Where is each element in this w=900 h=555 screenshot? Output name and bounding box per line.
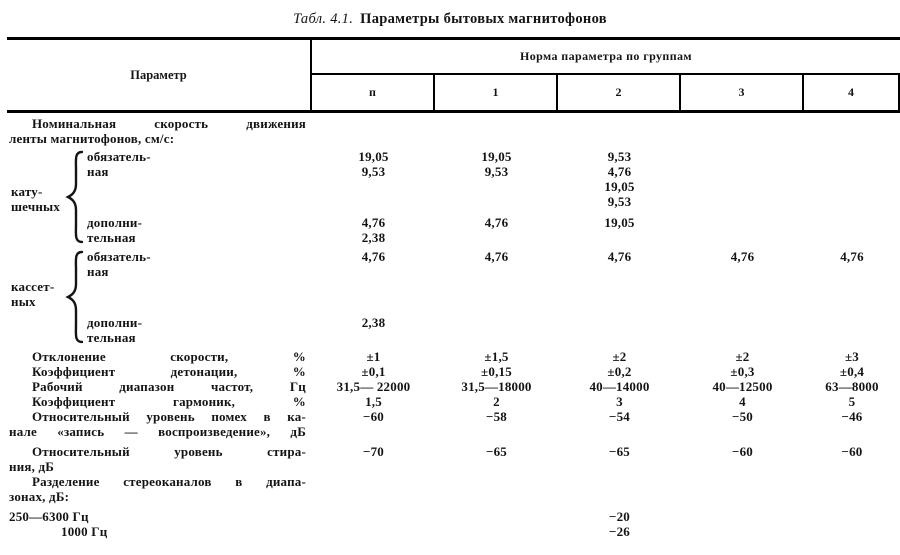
reel-sub-labels	[87, 149, 312, 245]
cell: 9,53	[607, 194, 632, 209]
cell: −60	[841, 444, 863, 459]
sub-label-empty	[87, 279, 312, 294]
cell: 4,76	[607, 164, 632, 179]
col-header-3: 3	[681, 75, 804, 110]
reel-group-label	[7, 149, 312, 245]
table-number: Табл. 4.1.	[293, 11, 354, 27]
reel-word-line2: шечных	[11, 199, 61, 214]
table-row	[7, 379, 900, 394]
cell: 19,05	[358, 149, 389, 164]
cassette-group-block	[7, 249, 900, 345]
cell: ±1	[366, 349, 381, 364]
reel-word-line1: кату-	[11, 184, 43, 199]
cell: ±0,15	[481, 364, 512, 379]
cell	[312, 279, 435, 294]
cell: −20	[608, 509, 630, 524]
cell: ±2	[612, 349, 627, 364]
speed-intro-line1: Номинальная скорость движения	[32, 116, 306, 131]
group-columns	[312, 73, 900, 110]
table-row	[7, 116, 900, 146]
col-header-4: 4	[804, 75, 900, 110]
row-label	[7, 364, 312, 379]
cell: 31,5—18000	[461, 379, 532, 394]
cell: ±0,3	[730, 364, 755, 379]
table-row	[7, 364, 900, 379]
sub-label: обязатель-	[87, 249, 151, 264]
param-label: Отклонение скорости, %	[32, 349, 306, 364]
sub-label-empty	[87, 194, 312, 209]
cassette-values-col-p	[312, 249, 435, 345]
param-label: Относительный уровень помех в ка-	[32, 409, 306, 424]
page-title	[0, 0, 900, 28]
cell	[312, 474, 435, 489]
param-label: Коэффициент гармоник, %	[32, 394, 306, 409]
cell: −60	[362, 409, 384, 424]
cell: 63—8000	[825, 379, 879, 394]
cell	[435, 524, 558, 539]
curly-brace-icon	[63, 150, 85, 244]
cell: 19,05	[604, 179, 635, 194]
col-header-p: п	[312, 75, 435, 110]
cell: 4,76	[730, 249, 755, 264]
cell: 2,38	[361, 230, 386, 245]
cell: 2,38	[361, 315, 386, 330]
cell: 4	[739, 394, 746, 409]
table-row	[7, 349, 900, 364]
sub-label-empty	[87, 179, 312, 194]
cell	[435, 230, 558, 245]
cell	[804, 509, 900, 524]
sub-label: ная	[87, 264, 109, 279]
cassette-group-word	[11, 279, 54, 309]
cell: 9,53	[607, 149, 632, 164]
cell	[804, 474, 900, 489]
cell	[804, 524, 900, 539]
row-label	[7, 379, 312, 394]
cassette-group-label	[7, 249, 312, 345]
row-label	[7, 474, 312, 504]
cell: ±2	[735, 349, 750, 364]
sub-label: дополни-	[87, 215, 143, 230]
cell: 4,76	[484, 215, 509, 230]
speed-intro-line2: ленты магнитофонов, см/с:	[9, 131, 175, 146]
cell	[435, 474, 558, 489]
table-row	[7, 509, 900, 524]
cell: −60	[731, 444, 753, 459]
cell: 4,76	[484, 249, 509, 264]
table-header	[7, 37, 900, 113]
sub-label: тельная	[87, 330, 136, 345]
param-label: Коэффициент детонации, %	[32, 364, 306, 379]
cell	[435, 194, 558, 209]
table-row	[7, 444, 900, 474]
param-label: 1000 Гц	[61, 524, 108, 539]
cell: −65	[485, 444, 507, 459]
cell: 1,5	[365, 394, 382, 409]
table-row	[7, 394, 900, 409]
cassette-values-col-1	[435, 249, 558, 264]
cell: −65	[608, 444, 630, 459]
groups-header	[312, 40, 900, 110]
cell: −26	[608, 524, 630, 539]
cell	[681, 509, 804, 524]
cell	[558, 230, 681, 245]
reel-group-word	[11, 184, 60, 214]
cell: −54	[608, 409, 630, 424]
group-header-title: Норма параметра по группам	[519, 49, 692, 63]
cell: 5	[848, 394, 856, 409]
parameters-table	[7, 37, 900, 539]
row-label	[7, 444, 312, 474]
cell: 2	[493, 394, 500, 409]
table-row	[7, 524, 900, 539]
table-row	[7, 409, 900, 439]
row-label	[7, 409, 312, 439]
param-label: зонах, дБ:	[9, 489, 70, 504]
table-title: Параметры бытовых магнитофонов	[360, 11, 607, 27]
param-label: Рабочий диапазон частот, Гц	[32, 379, 306, 394]
cell	[681, 524, 804, 539]
table-body	[7, 113, 900, 539]
sub-label: дополни-	[87, 315, 143, 330]
row-label	[7, 394, 312, 409]
cell: −70	[362, 444, 384, 459]
cell	[312, 509, 435, 524]
param-label: Разделение стереоканалов в диапа-	[32, 474, 306, 489]
cassette-values-col-3	[681, 249, 804, 264]
cell: 4,76	[361, 249, 386, 264]
reel-values-col-1	[435, 149, 558, 245]
param-label: 250—6300 Гц	[9, 509, 89, 524]
reel-values-col-p	[312, 149, 435, 245]
cassette-word-line1: кассет-	[11, 279, 55, 294]
cell: ±1,5	[484, 349, 509, 364]
cell: 40—12500	[712, 379, 773, 394]
param-column-header: Параметр	[7, 40, 312, 110]
cell	[558, 474, 681, 489]
cell: 31,5— 22000	[336, 379, 411, 394]
cell	[435, 509, 558, 524]
cell	[435, 179, 558, 194]
cell: 40—14000	[589, 379, 650, 394]
cell	[681, 474, 804, 489]
sub-label: обязатель-	[87, 149, 151, 164]
cell: 4,76	[361, 215, 386, 230]
sub-label: ная	[87, 164, 109, 179]
cell	[312, 264, 435, 279]
cell	[312, 194, 435, 209]
param-label: Относительный уровень стира-	[32, 444, 306, 459]
cell	[312, 524, 435, 539]
reel-values-col-2	[558, 149, 681, 245]
cell: 9,53	[361, 164, 386, 179]
table-row	[7, 474, 900, 504]
cell: ±0,2	[607, 364, 632, 379]
param-label: ния, дБ	[9, 459, 55, 474]
cell: ±3	[844, 349, 860, 364]
cell: 4,76	[607, 249, 632, 264]
cassette-values-col-2	[558, 249, 681, 264]
cell	[312, 330, 435, 345]
cell: −46	[841, 409, 863, 424]
reel-group-block	[7, 149, 900, 245]
row-label	[7, 349, 312, 364]
cell: ±0,4	[839, 364, 865, 379]
cell: ±0,1	[361, 364, 386, 379]
sub-label-empty	[87, 294, 312, 309]
row-label	[7, 524, 312, 539]
cassette-word-line2: ных	[11, 294, 36, 309]
cell	[312, 294, 435, 309]
param-label: нале «запись — воспроизведение», дБ	[9, 424, 306, 439]
row-label	[7, 116, 312, 146]
cassette-sub-labels	[87, 249, 312, 345]
cell	[312, 179, 435, 194]
cell: 19,05	[604, 215, 635, 230]
cell: 19,05	[481, 149, 512, 164]
curly-brace-icon	[63, 250, 85, 344]
cell: 9,53	[484, 164, 509, 179]
row-label	[7, 509, 312, 524]
cell: 4,76	[840, 249, 864, 264]
cell: −58	[485, 409, 507, 424]
col-header-1: 1	[435, 75, 558, 110]
cell: −50	[731, 409, 753, 424]
sub-label: тельная	[87, 230, 136, 245]
cassette-values-col-4	[804, 249, 900, 264]
col-header-2: 2	[558, 75, 681, 110]
cell: 3	[616, 394, 623, 409]
